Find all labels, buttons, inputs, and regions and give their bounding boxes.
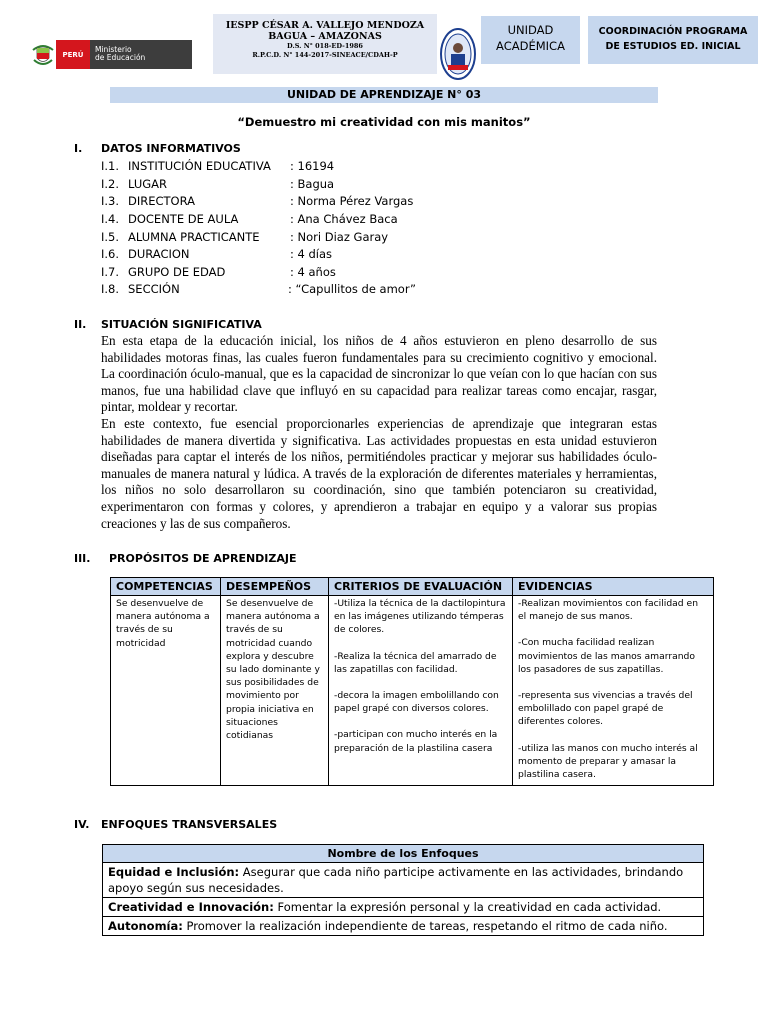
header-competencias: COMPETENCIAS xyxy=(111,578,221,596)
coordination-line2: DE ESTUDIOS ED. INICIAL xyxy=(605,41,741,52)
info-value: : Nori Diaz Garay xyxy=(290,229,389,244)
academic-unit-line1: UNIDAD xyxy=(507,23,554,37)
enfoque-name: Creatividad e Innovación: xyxy=(108,900,274,914)
academic-unit-line2: ACADÉMICA xyxy=(496,39,565,53)
table-row xyxy=(103,898,704,917)
document-title: UNIDAD DE APRENDIZAJE N° 03 xyxy=(110,87,658,103)
criterio-item: -participan con mucho interés en la preparación de la plastilina casera xyxy=(334,729,498,754)
info-label: GRUPO DE EDAD xyxy=(128,264,226,279)
section-3-number: III. xyxy=(74,552,91,565)
section-4-title: ENFOQUES TRANSVERSALES xyxy=(101,818,278,831)
evidencia-item: -representa sus vivencias a través del embolillado con papel grapé de diferentes colores. xyxy=(518,690,693,728)
institution-header xyxy=(213,14,437,74)
learning-purposes-table xyxy=(110,577,714,786)
evidencia-item: -Con mucha facilidad realizan movimientos de las manos amarrando los pasadores de sus zapatillas. xyxy=(518,637,696,675)
table-header-row xyxy=(103,845,704,863)
info-label: INSTITUCIÓN EDUCATIVA xyxy=(128,159,271,173)
info-value: : 4 días xyxy=(290,247,333,261)
academic-unit-box xyxy=(481,16,580,64)
criterio-item: -Realiza la técnica del amarrado de las zapatillas con facilidad. xyxy=(334,650,497,675)
header-enfoques: Nombre de los Enfoques xyxy=(103,845,704,863)
info-label: DIRECTORA xyxy=(128,194,196,208)
criterios-cell xyxy=(329,596,513,786)
section-2-title: SITUACIÓN SIGNIFICATIVA xyxy=(101,318,262,331)
institution-resolution: R.P.C.D. N° 144-2017-SINEACE/CDAH-P xyxy=(252,51,398,59)
situation-paragraph-1: En esta etapa de la educación inicial, los niños de 4 años estuvieron en pleno desarrollo de sus habilidades motoras finas, las cuales fueron fundamentales para su crecimiento cognitivo y emocional. La coordinación óculo-manual, que es la capacidad de sincronizar lo que veían con lo que hacían con sus manos, fue una habilidad clave que influyó en su capacidad para realizar tareas como encajar, rasgar, pintar, moldear y recortar. xyxy=(101,333,657,415)
enfoque-cell xyxy=(103,917,704,936)
desempeno-cell: Se desenvuelve de manera autónoma a través de su motricidad cuando explora y descubre su lado dominante y sus posibilidades de movimiento por propia iniciativa en situaciones cotidianas xyxy=(221,596,329,786)
institution-location: BAGUA – AMAZONAS xyxy=(268,31,382,42)
enfoque-text: Asegurar que cada niño participe activamente en las actividades, brindando apoyo según sus necesidades. xyxy=(108,865,684,895)
criterio-item: -Utiliza la técnica de la dactilopintura en las imágenes utilizando témperas de colores. xyxy=(334,598,506,636)
enfoque-text: Promover la realización independiente de tareas, respetando el ritmo de cada niño. xyxy=(182,919,668,933)
evidencia-item: -utiliza las manos con mucho interés al momento de preparar y amasar la plastilina casera. xyxy=(518,742,698,781)
table-header-row xyxy=(111,578,714,596)
info-value: : Norma Pérez Vargas xyxy=(290,194,414,208)
section-1-title: DATOS INFORMATIVOS xyxy=(101,142,241,155)
cross-cutting-approaches-table xyxy=(102,844,704,936)
info-num: I.1. xyxy=(101,159,120,173)
table-row xyxy=(111,596,714,786)
enfoque-cell xyxy=(103,863,704,898)
info-num: I.5. xyxy=(101,229,120,244)
enfoque-name: Equidad e Inclusión: xyxy=(108,865,240,879)
logo-ministry-text xyxy=(90,40,192,69)
logo-country-text: PERÚ xyxy=(56,40,90,69)
header-desempenos: DESEMPEÑOS xyxy=(221,578,329,596)
info-label: DURACION xyxy=(128,247,190,261)
institution-name: IESPP CÉSAR A. VALLEJO MENDOZA xyxy=(225,20,425,31)
coordination-line1: COORDINACIÓN PROGRAMA xyxy=(598,26,748,37)
section-1-number: I. xyxy=(74,142,83,155)
evidencias-cell xyxy=(513,596,714,786)
info-label: SECCIÓN xyxy=(128,282,180,296)
info-num: I.4. xyxy=(101,211,120,226)
info-value: : “Capullitos de amor” xyxy=(288,282,417,296)
institution-decree: D.S. N° 018-ED-1986 xyxy=(287,42,363,50)
header-evidencias: EVIDENCIAS xyxy=(513,578,714,596)
info-label: DOCENTE DE AULA xyxy=(128,211,239,226)
info-value: : 4 años xyxy=(290,264,336,279)
info-num: I.3. xyxy=(101,194,120,208)
enfoque-text: Fomentar la expresión personal y la creatividad en cada actividad. xyxy=(273,900,662,914)
logo-ministry-line2: de Educación xyxy=(95,53,146,62)
criterio-item: -decora la imagen embolillando con papel grapé con diversos colores. xyxy=(334,690,499,715)
info-num: I.6. xyxy=(101,247,120,261)
info-num: I.2. xyxy=(101,176,120,191)
info-label: LUGAR xyxy=(128,176,168,191)
section-3-title: PROPÓSITOS DE APRENDIZAJE xyxy=(109,552,297,565)
program-coordination-box xyxy=(588,16,758,64)
competencia-cell: Se desenvuelve de manera autónoma a través de su motricidad xyxy=(111,596,221,786)
info-num: I.8. xyxy=(101,282,120,296)
table-row xyxy=(103,863,704,898)
peru-coat-of-arms-icon xyxy=(30,40,56,69)
info-num: I.7. xyxy=(101,264,120,279)
info-value: : Bagua xyxy=(290,176,335,191)
logo-ministry-line1: Ministerio xyxy=(95,45,132,54)
enfoque-name: Autonomía: xyxy=(108,919,183,933)
header-criterios: CRITERIOS DE EVALUACIÓN xyxy=(329,578,513,596)
section-4-number: IV. xyxy=(74,818,90,831)
document-subtitle: “Demuestro mi creatividad con mis manitos” xyxy=(237,115,531,129)
info-value: : Ana Chávez Baca xyxy=(290,211,398,226)
institution-seal-icon xyxy=(440,28,476,80)
ministry-logo xyxy=(30,40,192,69)
section-2-number: II. xyxy=(74,318,87,331)
enfoque-cell xyxy=(103,898,704,917)
situation-paragraph-2: En este contexto, fue esencial proporcionarles experiencias de aprendizaje que integraran estas habilidades de manera divertida y significativa. Las actividades propuestas en esta unidad estuvieron diseñadas para captar el interés de los niños, permitiéndoles practicar y mejorar sus habilidades óculo-manuales de manera natural y lúdica. A través de la exploración de diferentes materiales y herramientas, los niños no solo desarrollaron su coordinación, sino que también potenciaron su creatividad, experimentaron con formas y colores, y aprendieron a trabajar en equipo y a valorar sus propias creaciones y las de sus compañeros. xyxy=(101,416,657,531)
info-value: : 16194 xyxy=(290,159,335,173)
table-row xyxy=(103,917,704,936)
evidencia-item: -Realizan movimientos con facilidad en el manejo de sus manos. xyxy=(518,598,699,623)
info-label: ALUMNA PRACTICANTE xyxy=(128,229,260,244)
